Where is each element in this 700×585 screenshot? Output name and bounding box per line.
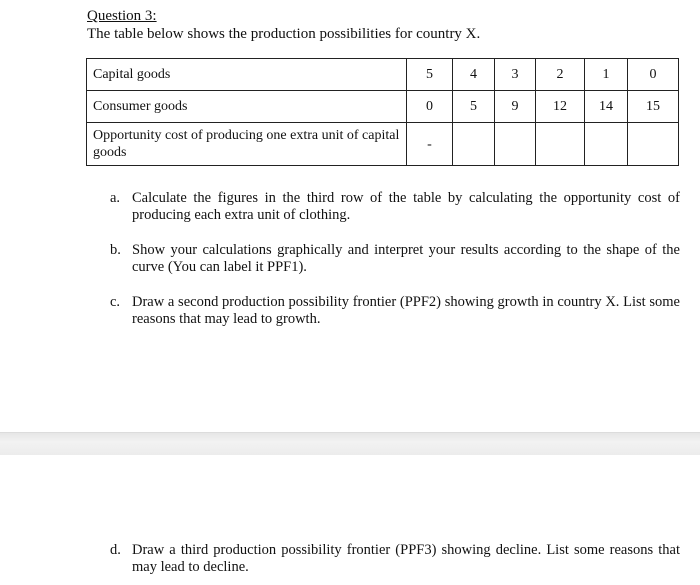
table-cell: 3 xyxy=(495,59,536,91)
part-letter: b. xyxy=(110,242,121,258)
part-letter: c. xyxy=(110,294,121,310)
table-cell: 14 xyxy=(585,91,628,123)
page-separator xyxy=(0,432,700,456)
part-letter: d. xyxy=(110,542,121,558)
table-row xyxy=(87,59,679,91)
table-cell: 0 xyxy=(628,59,679,91)
table-cell: 12 xyxy=(536,91,585,123)
part-b xyxy=(110,242,680,276)
part-a xyxy=(110,190,680,224)
table-cell: - xyxy=(407,123,453,166)
table-cell: 9 xyxy=(495,91,536,123)
production-possibilities-table xyxy=(86,58,679,166)
table-cell-empty xyxy=(585,123,628,166)
table-cell-empty xyxy=(536,123,585,166)
table-cell: 15 xyxy=(628,91,679,123)
question-title: Question 3: xyxy=(87,8,157,24)
part-letter: a. xyxy=(110,190,121,206)
page-bottom-section xyxy=(0,455,700,585)
row-label: Consumer goods xyxy=(87,91,407,123)
table-cell: 0 xyxy=(407,91,453,123)
row-label: Opportunity cost of producing one extra unit of capital goods xyxy=(87,123,407,166)
table-cell: 5 xyxy=(453,91,495,123)
table-cell-empty xyxy=(495,123,536,166)
table-cell: 1 xyxy=(585,59,628,91)
table-cell: 2 xyxy=(536,59,585,91)
row-label: Capital goods xyxy=(87,59,407,91)
table-cell-empty xyxy=(628,123,679,166)
table-row xyxy=(87,91,679,123)
question-intro: The table below shows the production possibilities for country X. xyxy=(87,26,481,42)
part-text: Draw a third production possibility frontier (PPF3) showing decline. List some reasons that may lead to decline. xyxy=(132,542,680,575)
part-text: Draw a second production possibility frontier (PPF2) showing growth in country X. List some reasons that may lead to growth. xyxy=(132,294,680,327)
table-cell: 4 xyxy=(453,59,495,91)
table-cell: 5 xyxy=(407,59,453,91)
part-d xyxy=(110,542,680,576)
part-text: Calculate the figures in the third row of the table by calculating the opportunity cost of producing each extra unit of clothing. xyxy=(132,190,680,223)
table-row xyxy=(87,123,679,166)
part-text: Show your calculations graphically and interpret your results according to the shape of the curve (You can label it PPF1). xyxy=(132,242,680,275)
table-cell-empty xyxy=(453,123,495,166)
part-c xyxy=(110,294,680,328)
